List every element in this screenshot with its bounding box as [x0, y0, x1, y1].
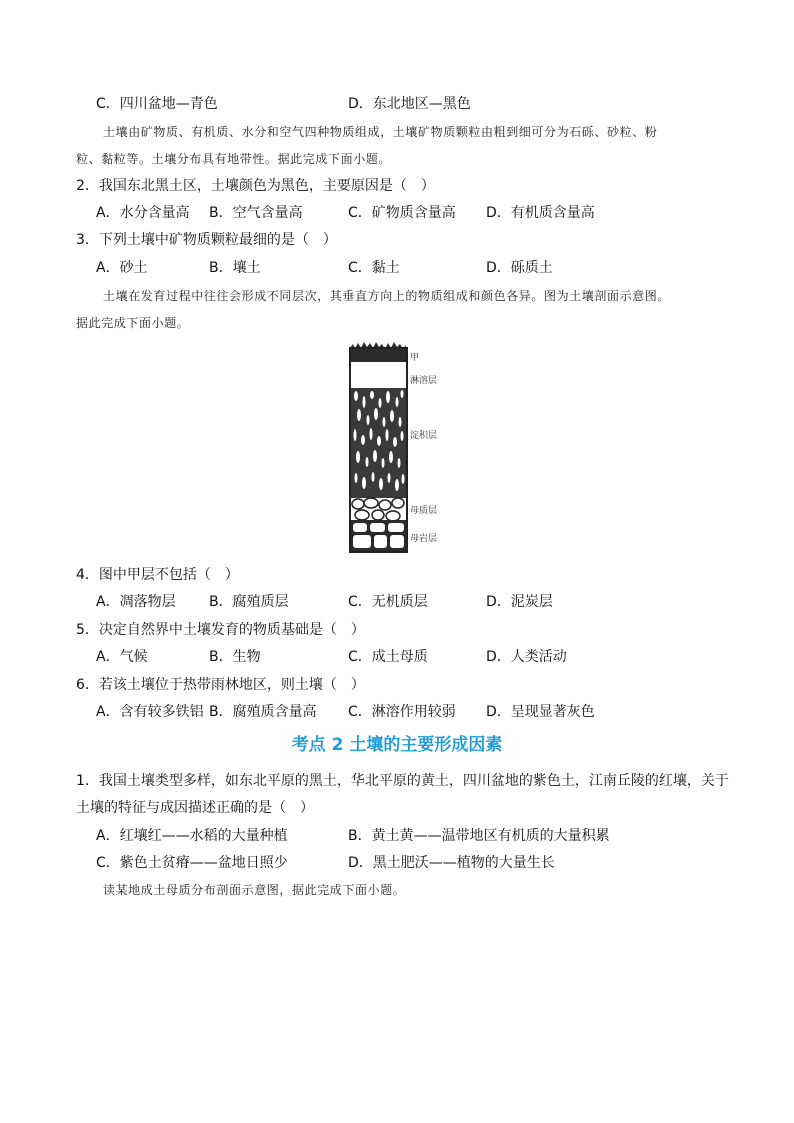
question-6-option-c: C．淋溶作用较弱 — [348, 704, 456, 720]
label-parent-material: 母质层 — [410, 506, 438, 516]
question-6-option-b: B．腐殖质含量高 — [209, 704, 317, 720]
question-2-option-b: B．空气含量高 — [209, 205, 303, 221]
question-5-option-d: D．人类活动 — [486, 649, 567, 665]
question-6-option-d: D．呈现显著灰色 — [486, 704, 595, 720]
passage-2-line-2: 据此完成下面小题。 — [76, 316, 190, 330]
passage-2-line-1: 土壤在发育过程中往往会形成不同层次，其垂直方向上的物质组成和颜色各异。图为土壤剖面示意图。 — [103, 289, 671, 303]
question-5-option-b: B．生物 — [209, 649, 261, 665]
question-5-stem: 5．决定自然界中土壤发育的物质基础是（ ） — [76, 622, 365, 638]
question-3-option-a: A．砂土 — [96, 260, 148, 276]
question-2-option-d: D．有机质含量高 — [486, 205, 595, 221]
question-3-option-c: C．黏土 — [348, 260, 400, 276]
question-5-option-c: C．成土母质 — [348, 649, 428, 665]
section-2-question-1-option-a: A．红壤红——水稻的大量种植 — [96, 828, 288, 844]
label-eluvial: 淋溶层 — [410, 376, 438, 386]
eluvial-layer — [351, 362, 406, 388]
question-4-option-c: C．无机质层 — [348, 594, 428, 610]
section-2-question-1-option-d: D．黑土肥沃——植物的大量生长 — [348, 855, 555, 871]
question-5-option-a: A．气候 — [96, 649, 148, 665]
question-2-option-a: A．水分含量高 — [96, 205, 190, 221]
passage-1-line-1: 土壤由矿物质、有机质、水分和空气四种物质组成，土壤矿物质颗粒由粗到细可分为石砾、砂粒、粉 — [103, 125, 658, 139]
question-3-option-b: B．壤土 — [209, 260, 261, 276]
question-4-option-b: B．腐殖质层 — [209, 594, 289, 610]
passage-3: 读某地成土母质分布剖面示意图，据此完成下面小题。 — [103, 883, 406, 897]
section-2-question-1-stem-line-2: 土壤的特征与成因描述正确的是（ ） — [76, 800, 314, 816]
question-3-option-d: D．砾质土 — [486, 260, 553, 276]
question-4-stem: 4．图中甲层不包括（ ） — [76, 567, 239, 583]
question-6-option-a: A．含有较多铁铝 — [96, 704, 204, 720]
section-2-question-1-option-b: B．黄土黄——温带地区有机质的大量积累 — [348, 828, 610, 844]
label-illuvial: 淀积层 — [410, 431, 438, 441]
label-bedrock: 母岩层 — [410, 534, 438, 544]
question-2-option-c: C．矿物质含量高 — [348, 205, 456, 221]
label-jia: 甲 — [410, 353, 420, 363]
question-6-stem: 6．若该土壤位于热带雨林地区，则土壤（ ） — [76, 677, 365, 693]
question-4-option-a: A．凋落物层 — [96, 594, 176, 610]
question-3-stem: 3．下列土壤中矿物质颗粒最细的是（ ） — [76, 232, 337, 248]
option-d: D．东北地区—黑色 — [348, 96, 471, 112]
option-c: C．四川盆地—青色 — [96, 96, 218, 112]
bedrock-blocks — [353, 523, 404, 548]
section-2-question-1-option-c: C．紫色土贫瘠——盆地日照少 — [96, 855, 288, 871]
soil-profile-figure — [340, 340, 450, 558]
section-2-question-1-stem-line-1: 1．我国土壤类型多样，如东北平原的黑土，华北平原的黄土，四川盆地的紫色土，江南丘陵的红壤，关于 — [76, 773, 729, 789]
section-2-heading: 考点 2 土壤的主要形成因素 — [291, 735, 503, 755]
organic-layer-shape — [350, 342, 407, 362]
passage-1-line-2: 粒、黏粒等。土壤分布具有地带性。据此完成下面小题。 — [76, 152, 392, 166]
question-4-option-d: D．泥炭层 — [486, 594, 553, 610]
question-2-stem: 2．我国东北黑土区，土壤颜色为黑色，主要原因是（ ） — [76, 178, 435, 194]
